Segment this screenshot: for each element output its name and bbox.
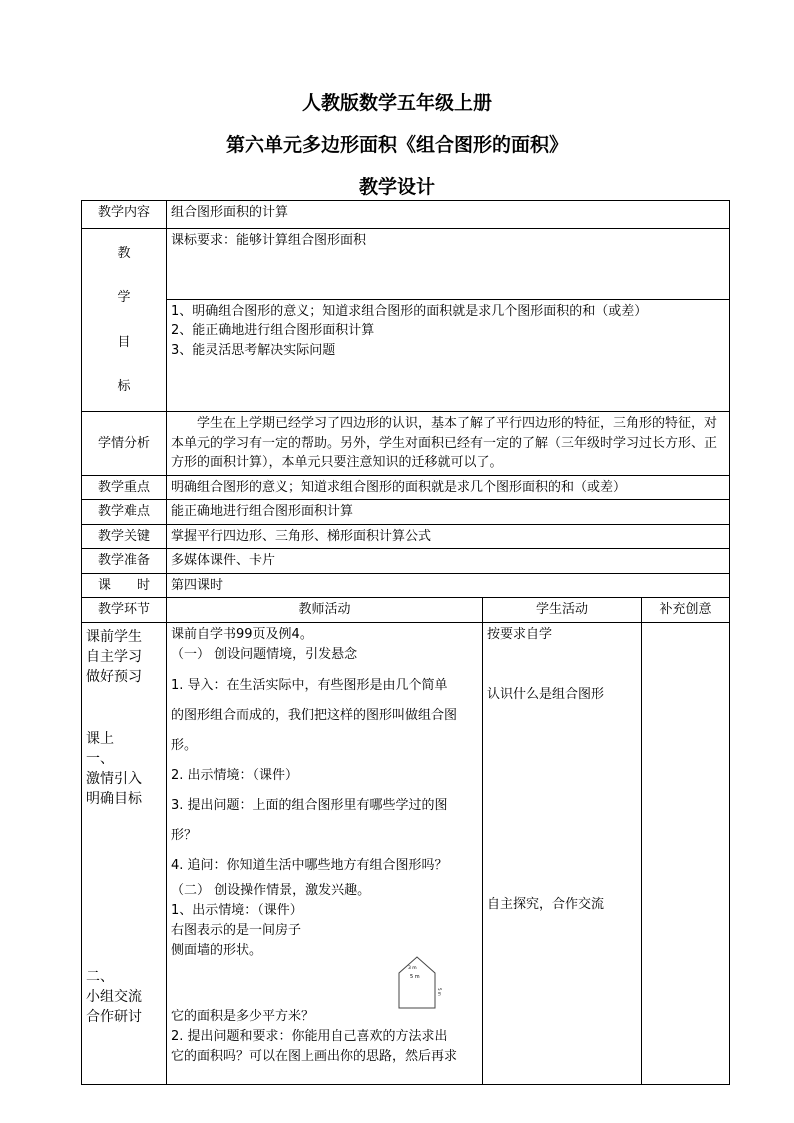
row-period bbox=[82, 573, 730, 598]
teacher-line: 形。 bbox=[171, 737, 198, 753]
goal-item: 1、明确组合图形的意义；知道求组合图形的面积就是求几个图形面积的和（或差） bbox=[171, 303, 648, 319]
stage-line: 激情引入 bbox=[86, 770, 142, 787]
goals-items bbox=[167, 299, 730, 411]
analysis-text: 学生在上学期已经学习了四边形的认识，基本了解了平行四边形的特征，三角形的特征，对本单元的学习有一定的帮助。另外，学生对面积已经有一定的了解（三年级时学习过长方形、正方形的面积计算），本单元只要注意知识的迁移就可以了。 bbox=[167, 412, 730, 476]
content-label: 教学内容 bbox=[82, 201, 167, 229]
stage-line: 自主学习 bbox=[86, 648, 142, 665]
stage-line: 做好预习 bbox=[86, 668, 142, 685]
content-value: 组合图形面积的计算 bbox=[167, 201, 730, 229]
figure-height-label: 3 m bbox=[408, 965, 417, 971]
teacher-line: 4. 追问：你知道生活中哪些地方有组合图形吗？ bbox=[171, 857, 448, 873]
teacher-line: 3. 提出问题：上面的组合图形里有哪些学过的图 bbox=[171, 797, 448, 813]
house-shape-icon bbox=[395, 955, 445, 1009]
student-line: 自主探究，合作交流 bbox=[487, 896, 605, 912]
teacher-line: 形？ bbox=[171, 827, 198, 843]
doc-subtitle: 第六单元多边形面积《组合图形的面积》 bbox=[225, 134, 568, 156]
extra-cell bbox=[642, 622, 730, 1084]
row-crux bbox=[82, 524, 730, 549]
teacher-line: 2. 提出问题和要求：你能用自己喜欢的方法求出 bbox=[171, 1028, 448, 1044]
row-key bbox=[82, 475, 730, 500]
teacher-line: 它的面积吗？可以在图上画出你的思路，然后再求 bbox=[171, 1048, 458, 1064]
teacher-line: 1. 导入：在生活实际中，有些图形是由几个简单 bbox=[171, 677, 448, 693]
row-prep bbox=[82, 549, 730, 574]
stage-line: 课上 bbox=[86, 730, 114, 747]
teacher-line: （二） 创设操作情景，激发兴趣。 bbox=[171, 882, 371, 898]
goals-label bbox=[82, 229, 167, 412]
period-value: 第四课时 bbox=[167, 573, 730, 598]
student-cell bbox=[483, 622, 642, 1084]
col-stage: 教学环节 bbox=[82, 598, 167, 623]
process-row bbox=[82, 622, 730, 1084]
stage-line: 一、 bbox=[86, 750, 114, 767]
teacher-line: 它的面积是多少平方米？ bbox=[171, 1008, 315, 1024]
doc-heading: 教学设计 bbox=[358, 176, 435, 198]
goals-standard: 课标要求：能够计算组合图形面积 bbox=[167, 229, 730, 300]
stage-line: 小组交流 bbox=[86, 988, 142, 1005]
prep-label: 教学准备 bbox=[82, 549, 167, 574]
crux-value: 掌握平行四边形、三角形、梯形面积计算公式 bbox=[167, 524, 730, 549]
teacher-cell bbox=[167, 622, 483, 1084]
stage-line: 课前学生 bbox=[86, 628, 142, 645]
row-difficult bbox=[82, 500, 730, 525]
teacher-line: 2. 出示情境：（课件） bbox=[171, 767, 299, 783]
goal-item: 2、能正确地进行组合图形面积计算 bbox=[171, 323, 375, 339]
key-value: 明确组合图形的意义；知道求组合图形的面积就是求几个图形面积的和（或差） bbox=[167, 475, 730, 500]
figure-width-label: 5 m bbox=[410, 973, 420, 980]
student-line: 按要求自学 bbox=[487, 626, 553, 642]
key-label: 教学重点 bbox=[82, 475, 167, 500]
row-goals-items bbox=[82, 299, 730, 411]
period-label: 课 时 bbox=[82, 573, 167, 598]
stage-line: 明确目标 bbox=[86, 790, 142, 807]
house-figure bbox=[171, 961, 478, 1007]
teacher-line: 课前自学书99页及例4。 bbox=[171, 626, 313, 642]
difficult-value: 能正确地进行组合图形面积计算 bbox=[167, 500, 730, 525]
row-analysis bbox=[82, 412, 730, 476]
process-header-row bbox=[82, 598, 730, 623]
figure-side-label: 5 m bbox=[437, 987, 442, 996]
student-line: 认识什么是组合图形 bbox=[487, 686, 605, 702]
goals-label-char: 教 bbox=[117, 245, 131, 261]
goal-item: 3、能灵活思考解决实际问题 bbox=[171, 342, 336, 358]
goals-label-char: 学 bbox=[117, 290, 131, 305]
doc-title: 人教版数学五年级上册 bbox=[301, 92, 492, 114]
teacher-line: 的图形组合而成的，我们把这样的图形叫做组合图 bbox=[171, 707, 458, 723]
col-extra: 补充创意 bbox=[642, 598, 730, 623]
teacher-line: 侧面墙的形状。 bbox=[171, 942, 263, 958]
lesson-plan-table bbox=[81, 200, 730, 1085]
goals-label-char: 目 bbox=[117, 334, 131, 350]
row-goals-standard bbox=[82, 229, 730, 300]
teacher-line: 1、出示情境：（课件） bbox=[171, 902, 303, 918]
analysis-label: 学情分析 bbox=[82, 412, 167, 476]
prep-value: 多媒体课件、卡片 bbox=[167, 549, 730, 574]
row-content bbox=[82, 201, 730, 229]
stage-line: 二、 bbox=[86, 968, 114, 985]
goals-label-char: 标 bbox=[117, 379, 131, 394]
crux-label: 教学关键 bbox=[82, 524, 167, 549]
teacher-line: （一） 创设问题情境，引发悬念 bbox=[171, 646, 358, 662]
col-student: 学生活动 bbox=[483, 598, 642, 623]
stage-line: 合作研讨 bbox=[86, 1008, 142, 1025]
teacher-line: 右图表示的是一间房子 bbox=[171, 922, 302, 938]
difficult-label: 教学难点 bbox=[82, 500, 167, 525]
stage-cell bbox=[82, 622, 167, 1084]
col-teacher: 教师活动 bbox=[167, 598, 483, 623]
